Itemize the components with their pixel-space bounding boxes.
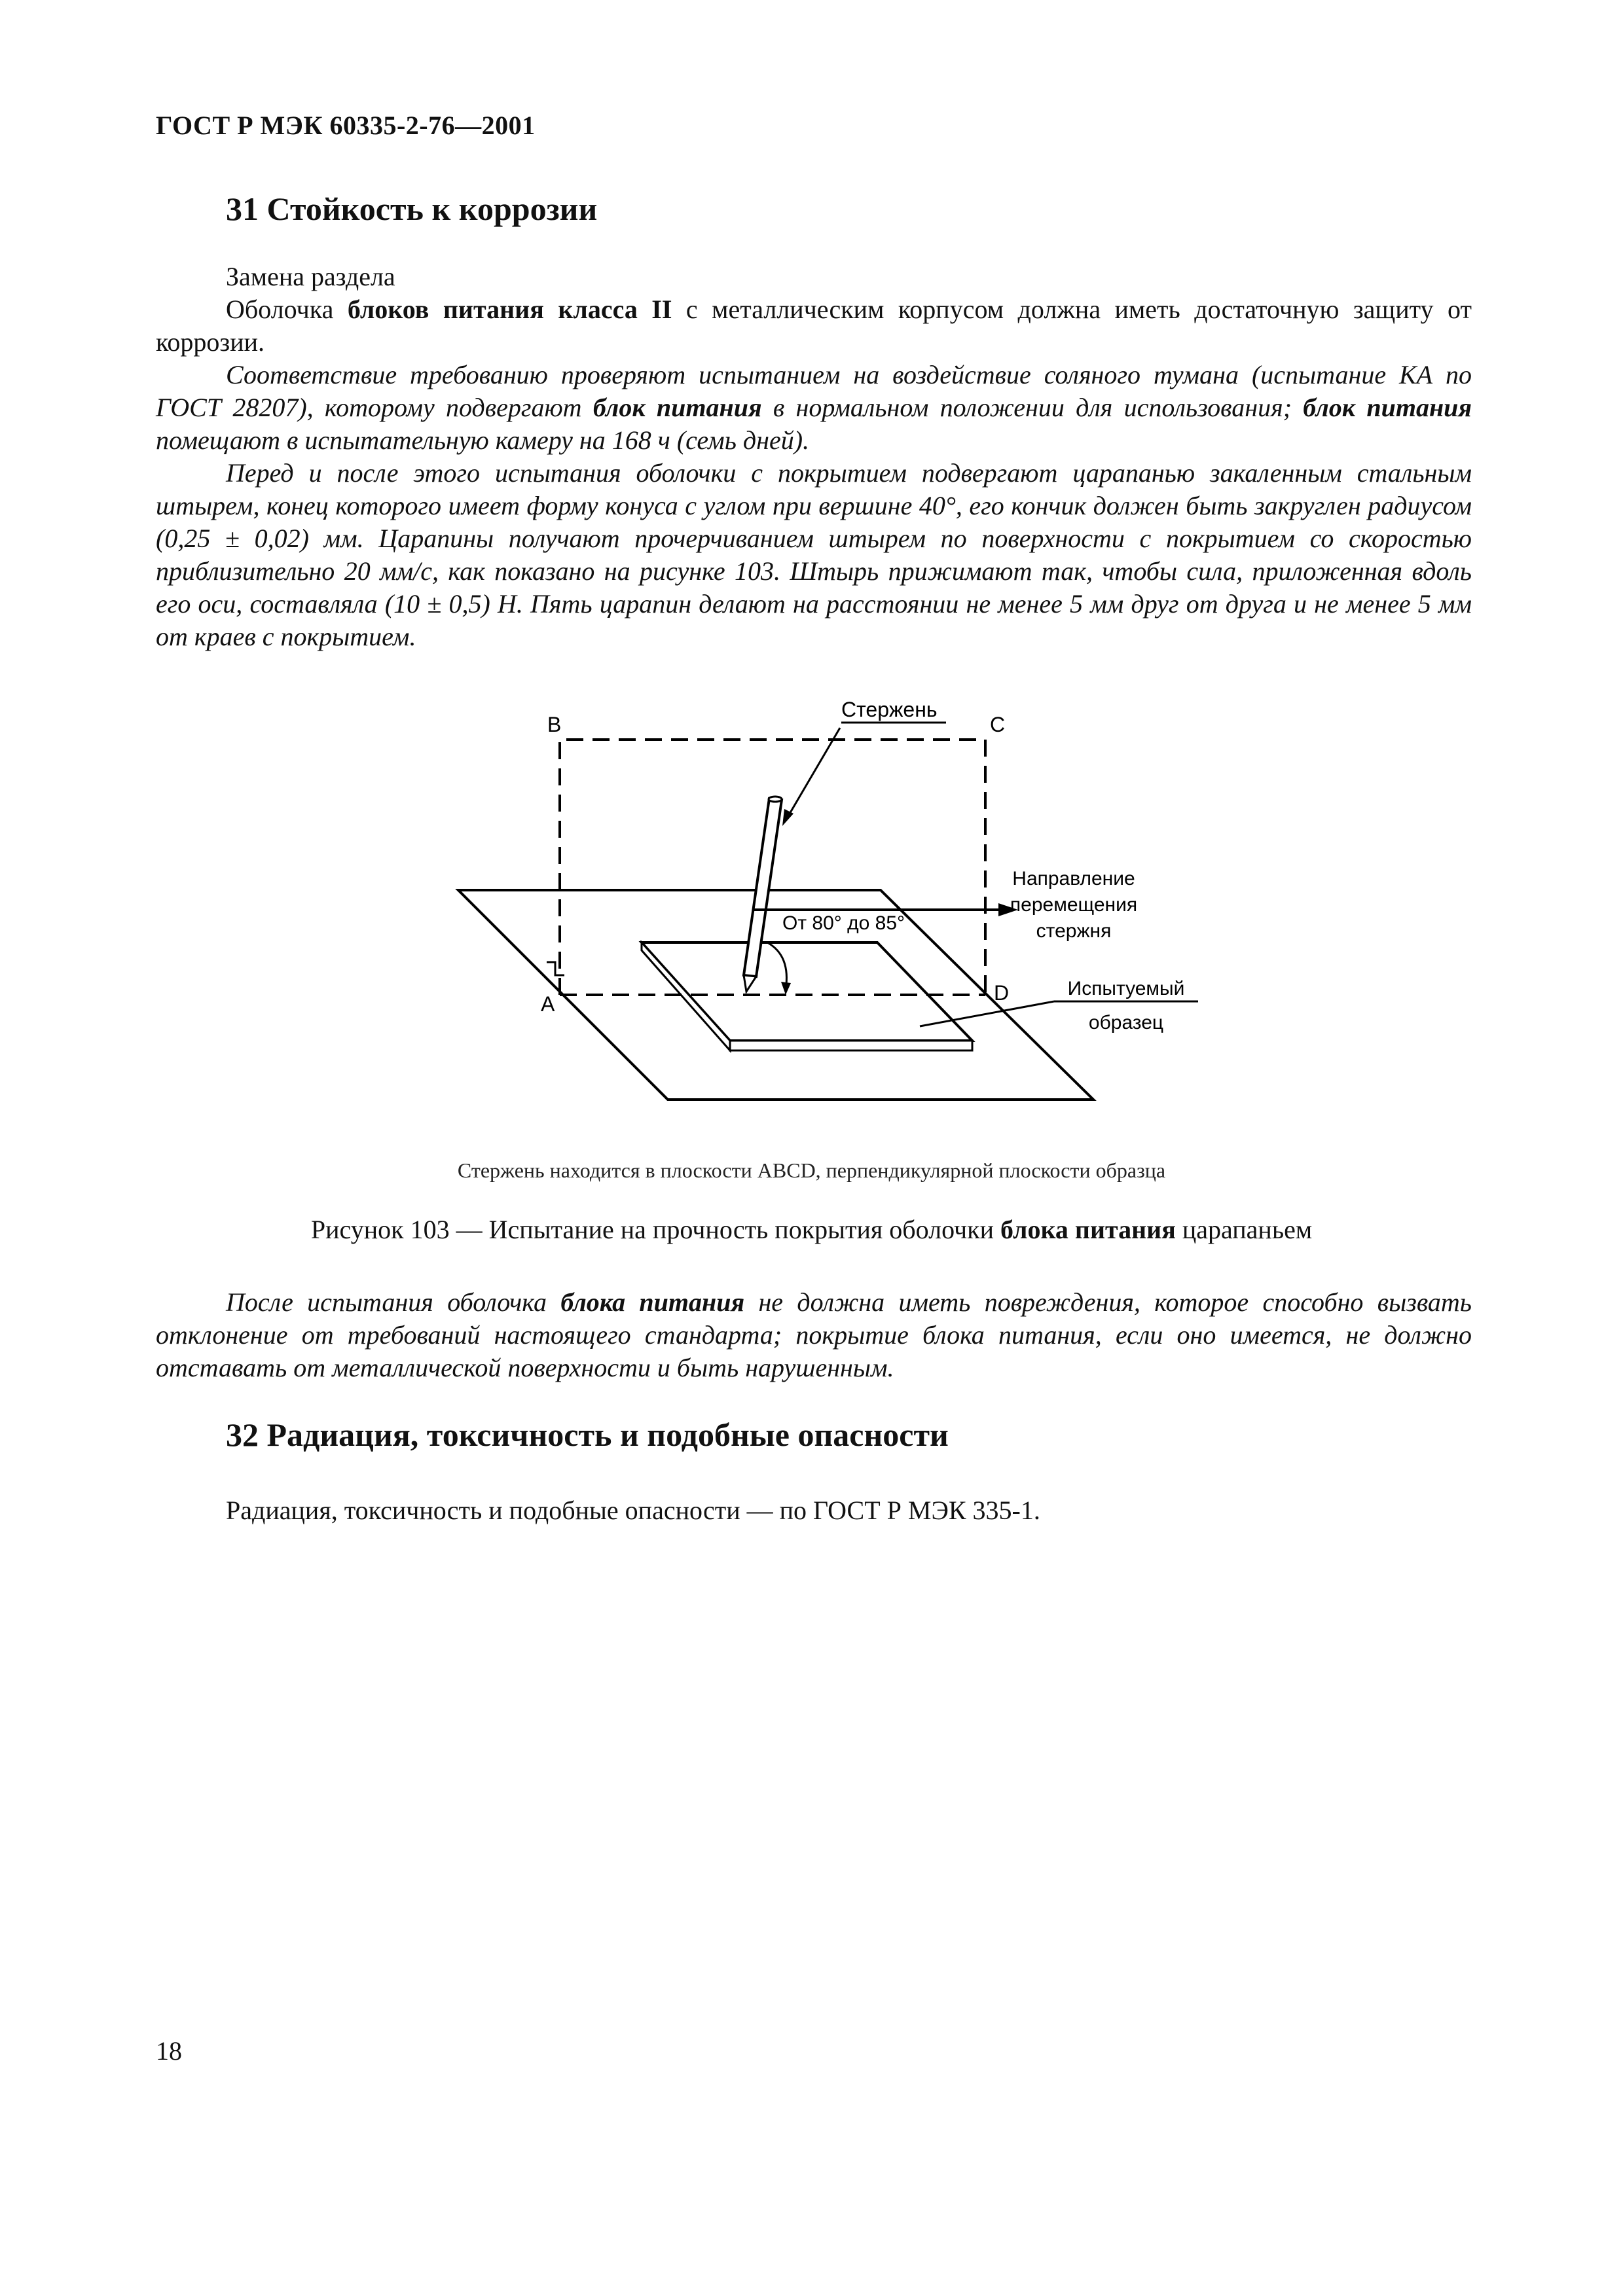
label-point-b: B [547, 713, 562, 736]
p2-text-a: Соответствие требованию проверяют испытанием на воздействие соляного тумана (испытание КА по ГОСТ 28207), которому подвергают [156, 360, 1472, 422]
caption-text-bold: блока питания [1000, 1215, 1176, 1244]
p2-text-bold-1: блок питания [593, 393, 762, 422]
caption-text-a: Рисунок 103 — Испытание на прочность покрытия оболочки [310, 1215, 1001, 1244]
p2-text-bold-2: блок питания [1303, 393, 1472, 422]
p2-text-c: в нормальном положении для использования; [761, 393, 1304, 422]
label-direction-1: Направление [1012, 868, 1135, 889]
label-specimen-2: образец [1088, 1012, 1164, 1033]
caption-text-c: царапаньем [1175, 1215, 1313, 1244]
label-point-c: C [990, 713, 1006, 736]
label-direction-2: перемещения [1010, 894, 1138, 916]
section-31-heading: 31 Стойкость к коррозии [226, 190, 598, 227]
label-rod: Стержень [841, 698, 938, 721]
p1-text-bold: блоков питания класса II [347, 295, 672, 324]
page-number: 18 [156, 2036, 182, 2066]
p1-text-c: с металлическим корпусом должна иметь достаточную защиту от коррозии. [156, 295, 1472, 357]
replace-note: Замена раздела [226, 262, 395, 291]
after-text-c: не должна иметь повреждения, которое способно вызвать отклонение от требований настоящего стандарта; покрытие блока питания, если оно имеется, не должно отставать от металлической поверхности и быть нарушенным. [156, 1287, 1472, 1382]
section-32-text: Радиация, токсичность и подобные опасности — по ГОСТ Р МЭК 335-1. [226, 1496, 1040, 1525]
rod-top [769, 797, 782, 802]
label-specimen-1: Испытуемый [1067, 978, 1185, 999]
section-31-paragraph-3: Перед и после этого испытания оболочки с покрытием подвергают царапанью закаленным стальным штырем, конец которого имеет форму конуса с углом при вершине 40°, его кончик должен быть закруглен радиусом (0,25 ± 0,02) мм. Царапины получают прочерчиванием штырем по поверхности с покрытием со скоростью приблизительно 20 мм/с, как показано на рисунке 103. Штырь прижимают так, чтобы сила, приложенная вдоль его оси, составляла (10 ± 0,5) Н. Пять царапин делают на расстоянии не менее 5 мм друг от друга и не менее 5 мм от краев с покрытием. [156, 458, 1472, 651]
after-text-a: После испытания оболочка [226, 1287, 561, 1317]
figure-caption [0, 1214, 1623, 1245]
right-angle-mark [547, 962, 564, 975]
label-point-d: D [994, 981, 1010, 1005]
section-32-heading: 32 Радиация, токсичность и подобные опасности [226, 1416, 949, 1453]
standard-header: ГОСТ Р МЭК 60335-2-76—2001 [156, 111, 536, 140]
after-text-bold: блока питания [560, 1287, 745, 1317]
label-angle: От 80° до 85° [782, 912, 905, 934]
specimen-edge-front [730, 1041, 972, 1050]
label-point-a: A [541, 992, 555, 1016]
label-direction-3: стержня [1036, 920, 1112, 942]
figure-note: Стержень находится в плоскости ABCD, перпендикулярной плоскости образца [457, 1158, 1166, 1182]
after-test-paragraph [156, 1286, 1472, 1384]
p1-text-a: Оболочка [226, 295, 348, 324]
p2-text-e: помещают в испытательную камеру на 168 ч (семь дней). [156, 425, 810, 455]
